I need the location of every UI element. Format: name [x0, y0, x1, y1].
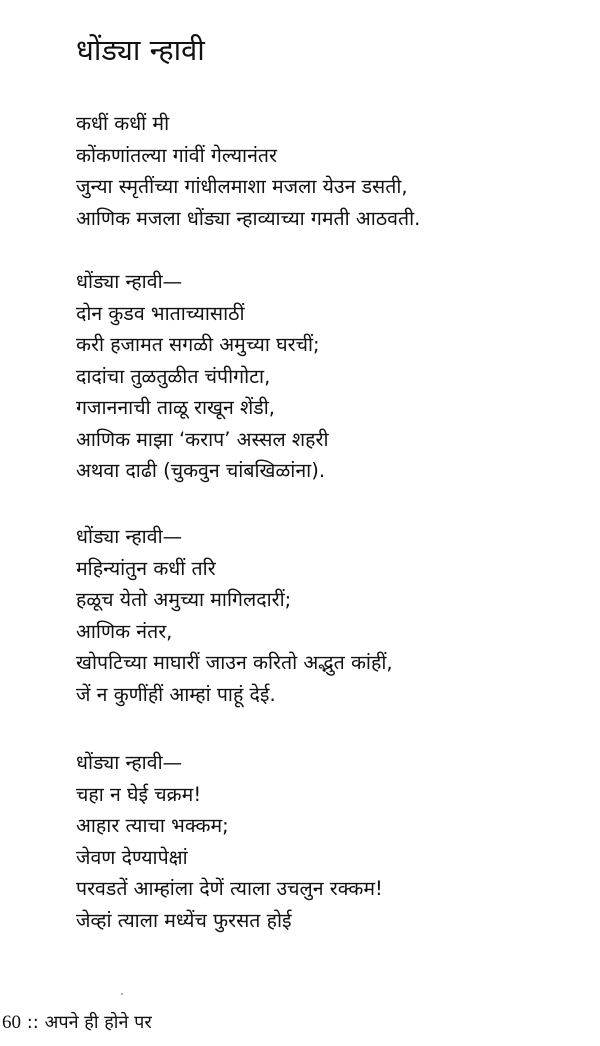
- poem-line: धोंड्या न्हावी—: [76, 751, 183, 774]
- poem-title: धोंड्या न्हावी: [76, 33, 205, 67]
- poem-line: गजाननाची ताळू राखून शेंडी,: [76, 396, 275, 419]
- stanza-2: [76, 266, 329, 487]
- poem-line: परवडतें आम्हांला देणें त्याला उचलुन रक्कम!: [76, 877, 383, 900]
- page-number: 60: [2, 1012, 21, 1033]
- poem-line: आहार त्याचा भक्कम;: [76, 814, 229, 837]
- poem-line: दोन कुडव भाताच्यासाठीं: [76, 301, 245, 325]
- poem-line: आणिक माझा ‘कराप’ अस्सल शहरी: [76, 427, 329, 451]
- stanza-4: [76, 747, 383, 936]
- poem-line: जुन्या स्मृतींच्या गांधीलमाशा मजला येउन डसती,: [76, 175, 408, 198]
- poem-line: जेवण देण्यापेक्षां: [76, 845, 188, 869]
- footer-separator: ::: [26, 1012, 39, 1033]
- poem-line: खोपटिच्या माघारीं जाउन करितो अद्भुत कांहीं,: [76, 651, 393, 674]
- poem-line: दादांचा तुळतुळीत चंपीगोटा,: [76, 364, 271, 388]
- poem-line: धोंड्या न्हावी—: [76, 525, 183, 548]
- poem-line: चहा न घेई चक्रम!: [76, 782, 202, 806]
- poem-line: आणिक नंतर,: [76, 619, 173, 643]
- stanza-3: [76, 521, 393, 710]
- print-speck: [121, 993, 123, 995]
- poem-line: करी हजामत सगळी अमुच्या घरचीं;: [76, 333, 320, 356]
- poem-line: कधीं कधीं मी: [76, 112, 170, 135]
- poem-line: जेव्हां त्याला मध्येंच फुरसत होई: [76, 908, 292, 932]
- book-title: अपने ही होने पर: [44, 1012, 152, 1033]
- poem-line: आणिक मजला धोंड्या न्हाव्याच्या गमती आठवती.: [76, 206, 421, 230]
- stanza-1: [76, 108, 420, 234]
- poem-line: हळूच येतो अमुच्या मागिलदारीं;: [76, 588, 292, 611]
- poem-line: कोंकणांतल्या गांवीं गेल्यानंतर: [76, 143, 278, 167]
- poem-line: धोंड्या न्हावी—: [76, 270, 183, 293]
- page-footer: [2, 1009, 152, 1037]
- poem-line: जें न कुणींहीं आम्हां पाहूं देई.: [76, 682, 276, 706]
- poem-line: महिन्यांतुन कधीं तरि: [76, 556, 216, 580]
- poem-line: अथवा दाढी (चुकवुन चांबखिळांना).: [76, 459, 326, 482]
